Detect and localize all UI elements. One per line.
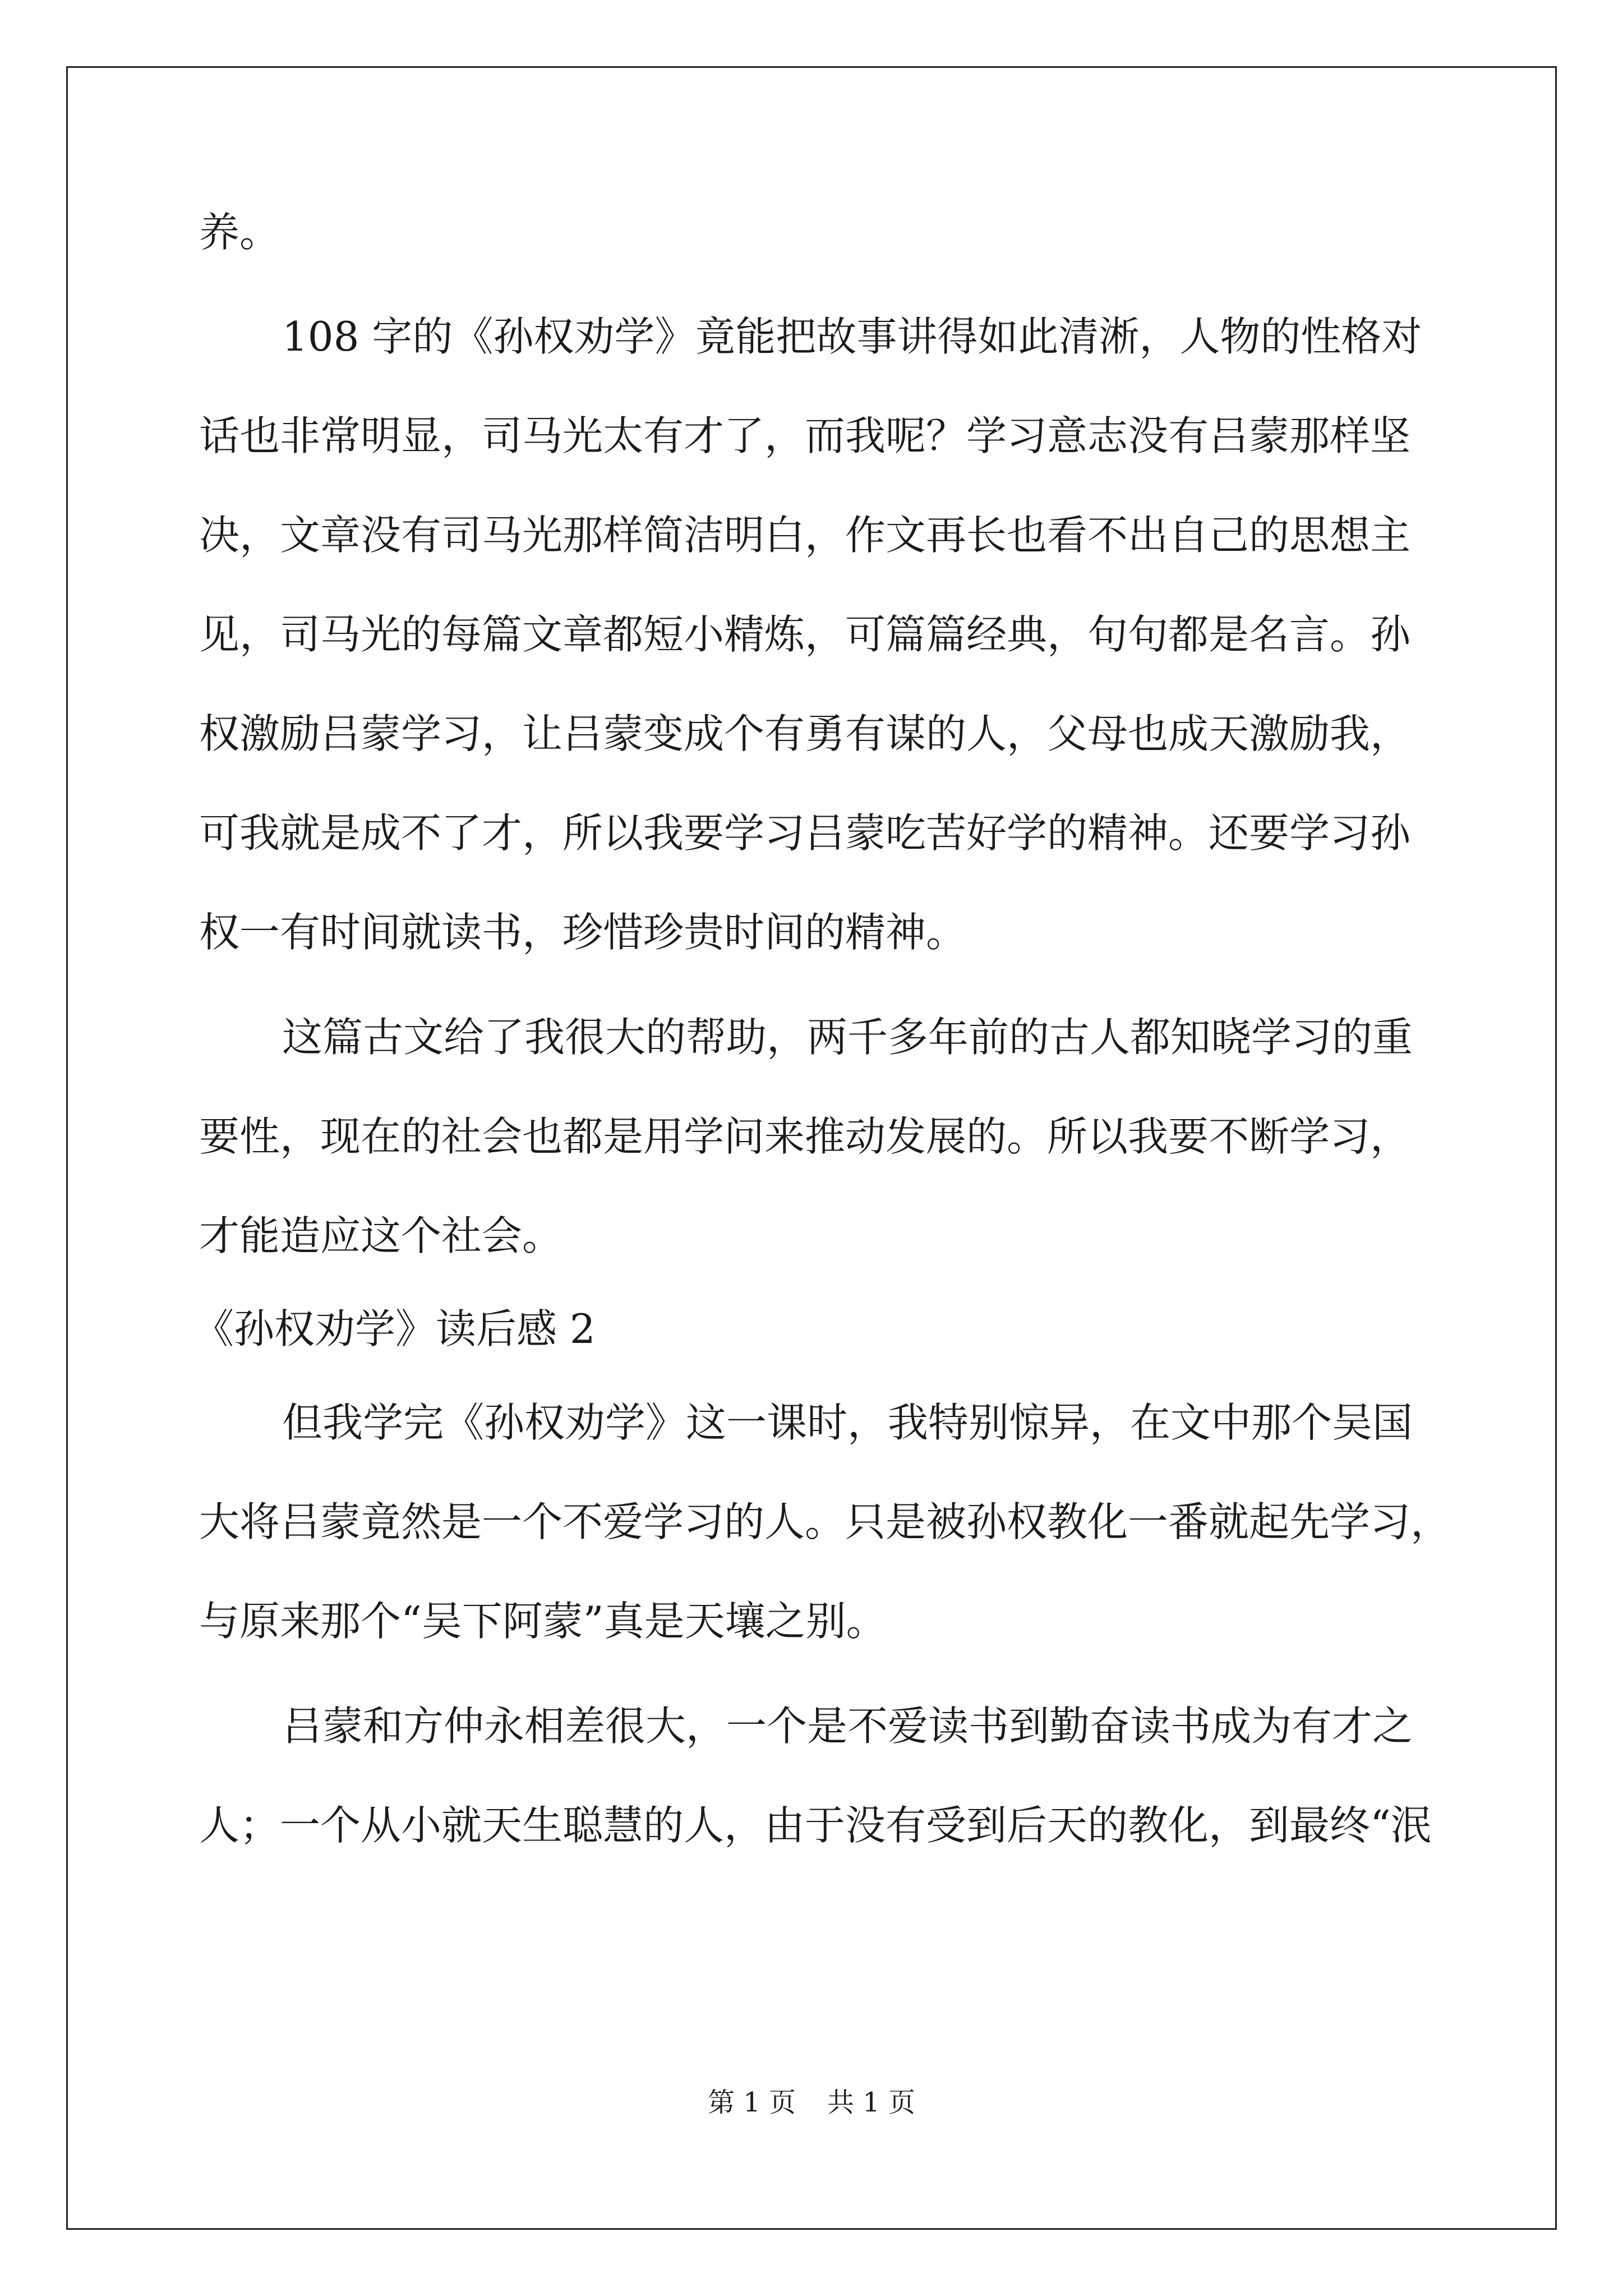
paragraph-line: 与原来那个“吴下阿蒙”真是天壤之别。 — [199, 1598, 887, 1645]
page-number: 第 1 页 — [707, 2087, 796, 2118]
paragraph-line: 大将吕蒙竟然是一个不爱学习的人。只是被孙权教化一番就起先学习， — [199, 1498, 1451, 1545]
paragraph-line: 才能造应这个社会。 — [199, 1212, 563, 1259]
paragraph-line: 见，司马光的每篇文章都短小精炼，可篇篇经典，句句都是名言。孙 — [199, 611, 1411, 658]
paragraph-line: 但我学完《孙权劝学》这一课时，我特别惊异，在文中那个吴国 — [282, 1399, 1413, 1446]
paragraph-line: 权激励吕蒙学习，让吕蒙变成个有勇有谋的人，父母也成天激励我， — [199, 710, 1411, 757]
paragraph-line: 养。 — [199, 209, 280, 256]
paragraph-line: 这篇古文给了我很大的帮助，两千多年前的古人都知晓学习的重 — [282, 1014, 1413, 1061]
paragraph-line: 决，文章没有司马光那样简洁明白，作文再长也看不出自己的思想主 — [199, 512, 1411, 559]
page-footer — [0, 2086, 1623, 2119]
paragraph-line: 可我就是成不了才，所以我要学习吕蒙吃苦好学的精神。还要学习孙 — [199, 809, 1411, 857]
page-total: 共 1 页 — [827, 2087, 916, 2118]
paragraph-line: 话也非常明显，司马光太有才了，而我呢？学习意志没有吕蒙那样坚 — [199, 412, 1411, 459]
paragraph-line: 要性，现在的社会也都是用学问来推动发展的。所以我要不断学习， — [199, 1113, 1411, 1160]
section-heading: 《孙权劝学》读后感 2 — [193, 1305, 596, 1352]
paragraph-line: 人；一个从小就天生聪慧的人，由于没有受到后天的教化，到最终“泯 — [199, 1802, 1431, 1849]
paragraph-line: 权一有时间就读书，珍惜珍贵时间的精神。 — [199, 909, 967, 956]
paragraph-line: 吕蒙和方仲永相差很大，一个是不爱读书到勤奋读书成为有才之 — [282, 1703, 1413, 1750]
paragraph-line: 108 字的《孙权劝学》竟能把故事讲得如此清淅，人物的性格对 — [282, 313, 1422, 360]
